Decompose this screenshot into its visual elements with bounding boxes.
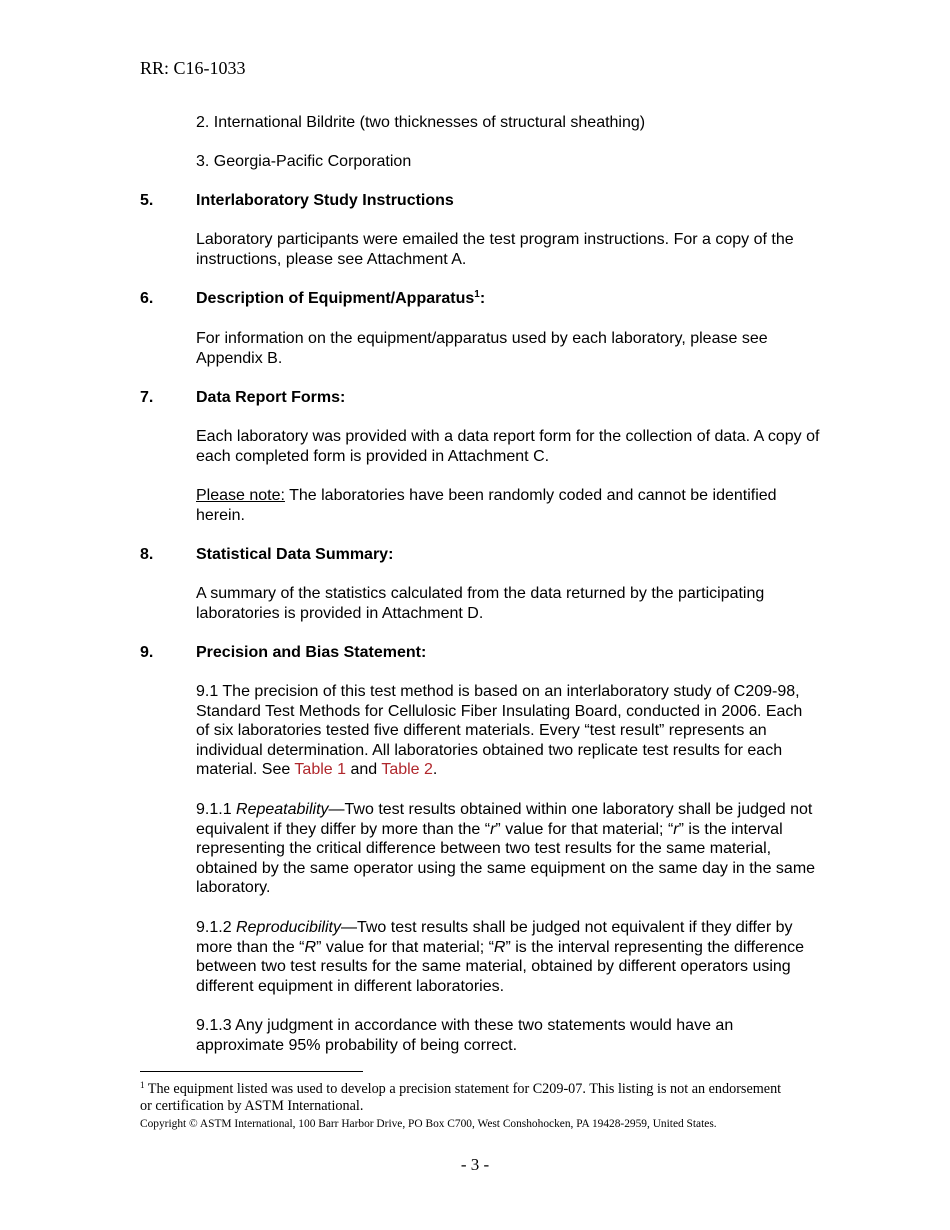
section-7-note <box>196 486 820 525</box>
section-6-heading <box>140 289 485 309</box>
term-reproducibility: Reproducibility <box>236 919 341 936</box>
paragraph-number: 9.1.1 <box>196 801 237 818</box>
section-title: Precision and Bias Statement: <box>196 644 427 661</box>
paragraph-text: ” is the interval representing the difference between two test results for the same material, obtained by different operators using different equipment in different laboratories. <box>196 938 805 995</box>
paragraph-text: . <box>432 761 438 779</box>
note-text: The laboratories have been randomly coded and cannot be identified herein. <box>196 487 777 524</box>
section-title: Description of Equipment/Apparatus <box>196 290 475 307</box>
section-number: 8. <box>140 546 154 563</box>
paragraph-text: —Two test results shall be judged not equivalent if they differ by more than the “ <box>196 919 793 956</box>
section-number: 5. <box>140 192 154 209</box>
section-6-body: For information on the equipment/apparatus used by each laboratory, please see Appendix B. <box>196 330 768 367</box>
paragraph-9-1-1 <box>196 800 820 898</box>
footnote-divider <box>140 1071 363 1072</box>
symbol-R: R <box>493 938 506 956</box>
paragraph-text: ” value for that material; “ <box>316 938 494 956</box>
section-title: Statistical Data Summary: <box>196 546 394 563</box>
section-5-heading <box>140 191 454 211</box>
section-title: Data Report Forms: <box>196 389 346 406</box>
footnote-marker: 1 <box>140 1080 145 1090</box>
paragraph-text: 9.1 The precision of this test method is based on an interlaboratory study of C209-98, Standard Test Methods for Cellulosic Fiber Insulating Board, conducted in 2006. Each of six laboratories tested five different materials. Every “test result” represents an individual determination. All laboratories obtained two replicate test results for each material. See <box>196 683 803 779</box>
copyright-notice: Copyright © ASTM International, 100 Barr Harbor Drive, PO Box C700, West Conshohocken, PA 19428-2959, United States. <box>140 1118 717 1130</box>
table-1-link[interactable]: Table 1 <box>294 761 347 779</box>
paragraph-number: 9.1.2 <box>196 919 237 936</box>
section-number: 9. <box>140 644 154 661</box>
symbol-R: R <box>304 938 317 956</box>
paragraph-text: —Two test results obtained within one laboratory shall be judged not equivalent if they differ by more than the “ <box>196 801 813 838</box>
section-7-heading <box>140 388 345 408</box>
term-repeatability: Repeatability <box>236 801 329 818</box>
paragraph-text: ” is the interval representing the critical difference between two test results for the same material, obtained by the same operator using the same equipment on the same day in the same laboratory. <box>196 820 816 897</box>
section-5-body: Laboratory participants were emailed the test program instructions. For a copy of the instructions, please see Attachment A. <box>196 231 794 268</box>
note-label: Please note: <box>196 487 285 504</box>
section-title-suffix: : <box>479 290 486 307</box>
table-2-link[interactable]: Table 2 <box>381 761 433 779</box>
section-7-body: Each laboratory was provided with a data report form for the collection of data. A copy of each completed form is provided in Attachment C. <box>196 428 820 465</box>
section-number: 7. <box>140 389 154 406</box>
paragraph-9-1-2 <box>196 918 820 996</box>
footnote-text: The equipment listed was used to develop a precision statement for C209-07. This listing is not an endorsement or certification by ASTM International. <box>140 1081 782 1115</box>
footnote-ref[interactable]: 1 <box>474 289 480 300</box>
section-number: 6. <box>140 290 154 307</box>
section-8-body: A summary of the statistics calculated from the data returned by the participating laboratories is provided in Attachment D. <box>196 585 765 622</box>
paragraph-text: and <box>346 761 382 779</box>
list-item-georgia-pacific: 3. Georgia-Pacific Corporation <box>196 153 412 170</box>
list-item-bildrite: 2. International Bildrite (two thicknesses of structural sheathing) <box>196 114 646 131</box>
symbol-r: r <box>490 820 496 838</box>
symbol-r: r <box>673 820 679 838</box>
page-number: - 3 - <box>460 1155 490 1174</box>
paragraph-text: ” value for that material; “ <box>495 820 674 838</box>
paragraph-9-1-3: 9.1.3 Any judgment in accordance with these two statements would have an approximate 95% probability of being correct. <box>196 1017 734 1054</box>
section-title: Interlaboratory Study Instructions <box>196 192 454 209</box>
footnote <box>140 1081 790 1116</box>
section-8-heading <box>140 545 393 565</box>
report-id-header: RR: C16-1033 <box>140 58 246 78</box>
paragraph-9-1 <box>196 682 820 780</box>
section-9-heading <box>140 643 426 663</box>
